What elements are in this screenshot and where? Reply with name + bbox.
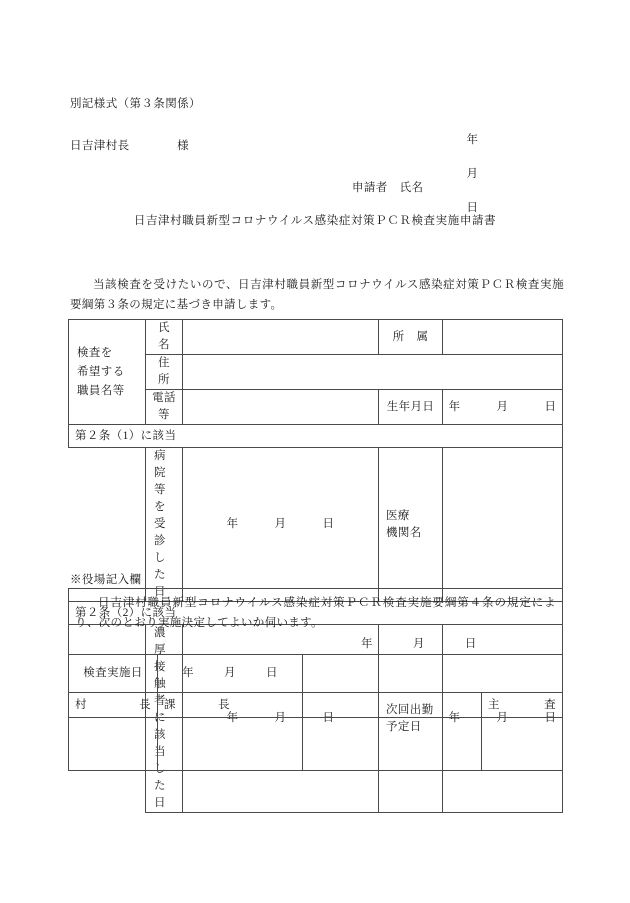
village-head-stamp-field[interactable] [69, 718, 158, 771]
applicant-group-label-l1: 検査を [77, 346, 113, 359]
village-head-label [69, 693, 158, 718]
header-date-day: 日 [466, 202, 478, 214]
office-note-cell [69, 589, 563, 655]
table-row [69, 448, 563, 602]
exam-date-day: 日 [265, 667, 278, 679]
applicant-group-label-l2: 希望する [77, 365, 125, 378]
section-chief-label-text: 課 長 [164, 698, 230, 711]
office-note-date-line[interactable] [75, 634, 556, 654]
applicant-name-line: 申請者 氏名 [352, 182, 424, 194]
close-contact-month: 月 [274, 712, 287, 724]
exam-date-label: 検査実施日 [69, 655, 158, 693]
signature-middle-label [303, 693, 482, 718]
office-note-body: 日吉津村職員新型コロナウイルス感染症対策ＰＣＲ検査実施要綱第４条の規定により、次のとおり実施決定してよいか伺います。 [75, 597, 556, 629]
exam-date-field[interactable] [158, 655, 303, 693]
address-value-field[interactable] [183, 355, 563, 390]
inspector-label [482, 693, 563, 718]
office-note-day: 日 [464, 638, 477, 650]
birthdate-day: 日 [544, 400, 557, 413]
birthdate-month: 月 [496, 400, 509, 413]
hospital-visit-date-field[interactable] [183, 448, 379, 602]
office-note-text [69, 589, 562, 654]
table-row [69, 693, 563, 718]
address-label: 住 所 [146, 355, 183, 390]
inspector-label-text: 主 査 [488, 698, 556, 711]
birthdate-year: 年 [448, 400, 461, 413]
affiliation-label: 所 属 [379, 320, 443, 355]
signature-middle-field[interactable] [303, 718, 482, 771]
page-title: 日吉津村職員新型コロナウイルス感染症対策ＰＣＲ検査実施申請書 [133, 215, 497, 227]
birthdate-label: 生年月日 [379, 390, 443, 425]
intro-paragraph: 当該検査を受けたいので、日吉津村職員新型コロナウイルス感染症対策ＰＣＲ検査実施要綱第３条の規定に基づき申請します。 [70, 279, 564, 311]
office-note-month: 月 [412, 638, 425, 650]
inspector-stamp-field[interactable] [482, 718, 563, 771]
form-code-label: 別記様式（第３条関係） [70, 98, 201, 110]
exam-date-remarks-field[interactable] [303, 655, 563, 693]
medical-institution-label [379, 448, 443, 602]
table-row [69, 589, 563, 655]
phone-value-field[interactable] [183, 390, 379, 425]
addressee-line: 日吉津村長 様 [70, 140, 189, 152]
village-head-label-text: 村 長 [75, 698, 151, 711]
next-work-day: 日 [544, 712, 557, 724]
next-work-month: 月 [496, 712, 509, 724]
table-row [69, 655, 563, 693]
medical-institution-label-l1: 医療 [386, 509, 410, 522]
medical-institution-value-field[interactable] [443, 448, 563, 602]
hospital-visit-date-label [146, 448, 183, 602]
close-contact-year: 年 [226, 712, 239, 724]
office-note-year: 年 [361, 638, 373, 650]
birthdate-field[interactable] [443, 390, 563, 425]
table-row [69, 320, 563, 355]
hospital-visit-date-label-l1: 病院等を [154, 450, 166, 513]
section-chief-label [158, 693, 303, 718]
hospital-visit-date-label-l2: 受診した日 [154, 518, 166, 598]
affiliation-value-field[interactable] [443, 320, 563, 355]
table-row [69, 718, 563, 771]
hospital-visit-day: 日 [322, 518, 335, 530]
condition-2-heading: 第２条（2）に該当 [69, 602, 563, 625]
close-contact-date-label-l2: 該当した日 [154, 729, 166, 809]
header-date-month: 月 [466, 168, 478, 180]
condition-1-heading: 第２条（1）に該当 [69, 425, 563, 448]
hospital-visit-month: 月 [274, 518, 287, 530]
applicant-group-label [69, 320, 146, 425]
exam-date-year: 年 [182, 667, 195, 679]
name-label: 氏 名 [146, 320, 183, 355]
close-contact-date-label-l1: 濃厚接触者に [154, 627, 166, 724]
office-table [68, 588, 563, 771]
applicant-group-label-l3: 職員名等 [77, 384, 125, 397]
phone-label: 電話等 [146, 390, 183, 425]
next-work-year: 年 [448, 712, 461, 724]
header-date-year: 年 [466, 134, 478, 146]
exam-date-month: 月 [224, 667, 236, 679]
hospital-visit-year: 年 [226, 518, 239, 530]
office-section-label: ※役場記入欄 [70, 574, 142, 586]
section-chief-stamp-field[interactable] [158, 718, 303, 771]
name-value-field[interactable] [183, 320, 379, 355]
next-work-date-label-l2: 予定日 [386, 720, 422, 733]
close-contact-day: 日 [322, 712, 335, 724]
table-row [69, 425, 563, 448]
next-work-date-label-l1: 次回出勤 [386, 703, 434, 716]
medical-institution-label-l2: 機関名 [386, 526, 422, 539]
